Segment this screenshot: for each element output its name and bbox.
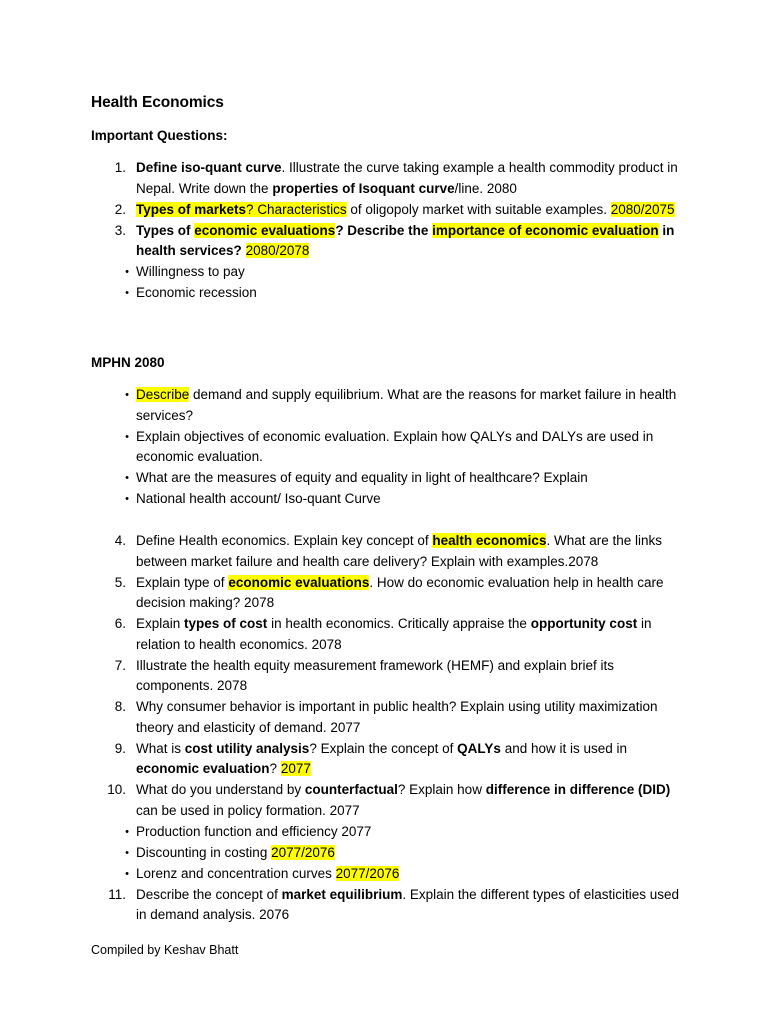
text-run: What are the measures of equity and equality in light of healthcare? Explain bbox=[136, 470, 588, 485]
bold-text: counterfactual bbox=[304, 782, 398, 797]
question-text bbox=[136, 573, 681, 614]
question-list-part-two bbox=[0, 531, 768, 926]
highlighted-text: 2077/2076 bbox=[335, 865, 400, 881]
text-run: Economic recession bbox=[136, 285, 257, 300]
highlighted-text: 2080/2075 bbox=[610, 201, 675, 217]
numbered-question bbox=[0, 739, 768, 780]
numbered-question bbox=[0, 780, 768, 821]
bold-text: ? Describe the bbox=[335, 222, 433, 238]
question-number: 4. bbox=[114, 533, 126, 548]
text-run: ? Explain how bbox=[397, 782, 486, 797]
question-text bbox=[136, 656, 681, 697]
bullet-item bbox=[0, 427, 768, 468]
question-text bbox=[136, 739, 681, 780]
text-run: Explain objectives of economic evaluation. Explain how QALYs and DALYs are used in economic evaluation. bbox=[136, 428, 654, 464]
bullet-item bbox=[0, 864, 768, 885]
question-text bbox=[136, 489, 681, 510]
question-text bbox=[136, 468, 681, 489]
bullet-marker: • bbox=[125, 825, 129, 838]
bullet-item bbox=[0, 489, 768, 510]
bullet-item bbox=[0, 822, 768, 843]
numbered-question bbox=[0, 885, 768, 926]
question-text bbox=[136, 262, 681, 283]
question-number: 9. bbox=[114, 740, 126, 756]
question-number: 3. bbox=[114, 222, 126, 238]
bullet-item bbox=[0, 262, 768, 283]
highlighted-text: 2080/2078 bbox=[245, 243, 310, 258]
highlighted-text: 2077 bbox=[280, 761, 311, 776]
bullet-marker: • bbox=[125, 493, 129, 505]
question-text bbox=[136, 780, 681, 821]
mphn-question-list bbox=[0, 385, 768, 510]
bold-text: in health services? bbox=[136, 222, 675, 258]
text-run: . How do economic evaluation help in health care decision making? 2078 bbox=[136, 574, 664, 610]
text-run: demand and supply equilibrium. What are the reasons for market failure in health services? bbox=[136, 387, 677, 423]
mphn-heading: MPHN 2080 bbox=[91, 355, 165, 370]
bullet-marker: • bbox=[125, 287, 129, 299]
highlighted-text: Characteristics bbox=[257, 201, 347, 217]
question-number: 1. bbox=[114, 160, 126, 175]
text-run: of oligopoly market with suitable examples. bbox=[346, 201, 611, 217]
question-text bbox=[136, 614, 681, 655]
bold-text: difference in difference (DID) bbox=[485, 782, 671, 797]
document-title: Health Economics bbox=[91, 94, 224, 111]
compiled-by-footer: Compiled by Keshav Bhatt bbox=[91, 943, 239, 957]
text-run: in relation to health economics. 2078 bbox=[136, 616, 652, 652]
question-number: 7. bbox=[114, 657, 126, 673]
question-text bbox=[136, 885, 681, 926]
bullet-marker: • bbox=[125, 472, 129, 484]
bold-text: cost utility analysis bbox=[184, 740, 310, 756]
numbered-question bbox=[0, 158, 768, 199]
highlighted-text: economic evaluations bbox=[194, 222, 336, 238]
question-text bbox=[136, 427, 681, 468]
bold-text: properties of Isoquant curve bbox=[272, 180, 455, 196]
bullet-item bbox=[0, 468, 768, 489]
bullet-marker: • bbox=[125, 867, 129, 880]
highlighted-text: importance of economic evaluation bbox=[432, 222, 659, 238]
highlighted-text: ? bbox=[246, 201, 258, 217]
text-run: ? Explain the concept of bbox=[309, 740, 458, 756]
bold-text: economic evaluation bbox=[136, 761, 270, 776]
highlighted-text: Types of markets bbox=[136, 201, 247, 217]
text-run: can be used in policy formation. 2077 bbox=[136, 802, 360, 818]
bold-text: types of cost bbox=[184, 616, 268, 631]
text-run: What is bbox=[136, 740, 185, 756]
bullet-marker: • bbox=[125, 389, 129, 401]
question-text bbox=[136, 200, 681, 221]
numbered-question bbox=[0, 573, 768, 614]
question-number: 11. bbox=[108, 886, 126, 902]
highlighted-text: economic evaluations bbox=[228, 574, 370, 590]
highlighted-text: Describe bbox=[136, 387, 190, 402]
bold-text: QALYs bbox=[457, 740, 501, 756]
text-run: Why consumer behavior is important in public health? Explain using utility maximization theory and elasticity of demand. 2077 bbox=[136, 699, 658, 735]
text-run: in health economics. Critically appraise the bbox=[267, 616, 531, 631]
numbered-question bbox=[0, 656, 768, 697]
question-text bbox=[136, 531, 681, 572]
highlighted-text: health economics bbox=[432, 533, 547, 548]
bullet-item bbox=[0, 385, 768, 426]
text-run: Lorenz and concentration curves bbox=[136, 865, 336, 881]
bold-text: market equilibrium bbox=[281, 886, 403, 902]
text-run: Illustrate the health equity measurement framework (HEMF) and explain brief its components. 2078 bbox=[136, 657, 614, 693]
bold-text: opportunity cost bbox=[530, 616, 638, 631]
text-run: Define Health economics. Explain key concept of bbox=[136, 533, 433, 548]
numbered-question bbox=[0, 200, 768, 221]
question-text bbox=[136, 697, 681, 738]
text-run: Describe the concept of bbox=[136, 886, 282, 902]
text-run: /line. 2080 bbox=[454, 180, 517, 196]
bold-text: Define iso-quant curve bbox=[136, 160, 282, 175]
bullet-item bbox=[0, 843, 768, 864]
numbered-question bbox=[0, 531, 768, 572]
text-run: . Illustrate the curve taking example a health commodity product in Nepal. Write down the bbox=[136, 160, 678, 196]
text-run: . Explain the different types of elasticities used in demand analysis. 2076 bbox=[136, 886, 680, 922]
question-text bbox=[136, 822, 681, 843]
text-run: What do you understand by bbox=[136, 782, 305, 797]
bullet-marker: • bbox=[125, 430, 129, 443]
question-text bbox=[136, 158, 681, 199]
highlighted-text: 2077/2076 bbox=[271, 844, 335, 860]
question-number: 6. bbox=[114, 616, 126, 631]
question-number: 2. bbox=[114, 201, 126, 217]
text-run: Production function and efficiency 2077 bbox=[136, 823, 372, 839]
question-number: 8. bbox=[114, 699, 126, 714]
numbered-question bbox=[0, 697, 768, 738]
bullet-marker: • bbox=[125, 266, 129, 278]
important-questions-heading: Important Questions: bbox=[91, 128, 228, 143]
text-run: ? bbox=[269, 761, 281, 776]
question-list-part-one bbox=[0, 158, 768, 304]
text-run: . What are the links between market failure and health care delivery? Explain with examples.2078 bbox=[136, 533, 663, 569]
text-run: National health account/ Iso-quant Curve bbox=[136, 491, 381, 506]
question-text bbox=[136, 843, 681, 864]
numbered-question bbox=[0, 221, 768, 262]
question-number: 5. bbox=[114, 574, 126, 590]
numbered-question bbox=[0, 614, 768, 655]
question-text bbox=[136, 283, 681, 304]
text-run: Explain type of bbox=[136, 574, 229, 590]
bold-text: Types of bbox=[136, 222, 195, 238]
question-text bbox=[136, 864, 681, 885]
text-run: Explain bbox=[136, 616, 185, 631]
question-number: 10. bbox=[107, 782, 126, 797]
bullet-marker: • bbox=[125, 846, 129, 859]
bullet-item bbox=[0, 283, 768, 304]
question-text bbox=[136, 221, 681, 262]
text-run: and how it is used in bbox=[500, 740, 628, 756]
text-run: Willingness to pay bbox=[136, 264, 245, 279]
question-text bbox=[136, 385, 681, 426]
text-run: Discounting in costing bbox=[136, 844, 272, 860]
